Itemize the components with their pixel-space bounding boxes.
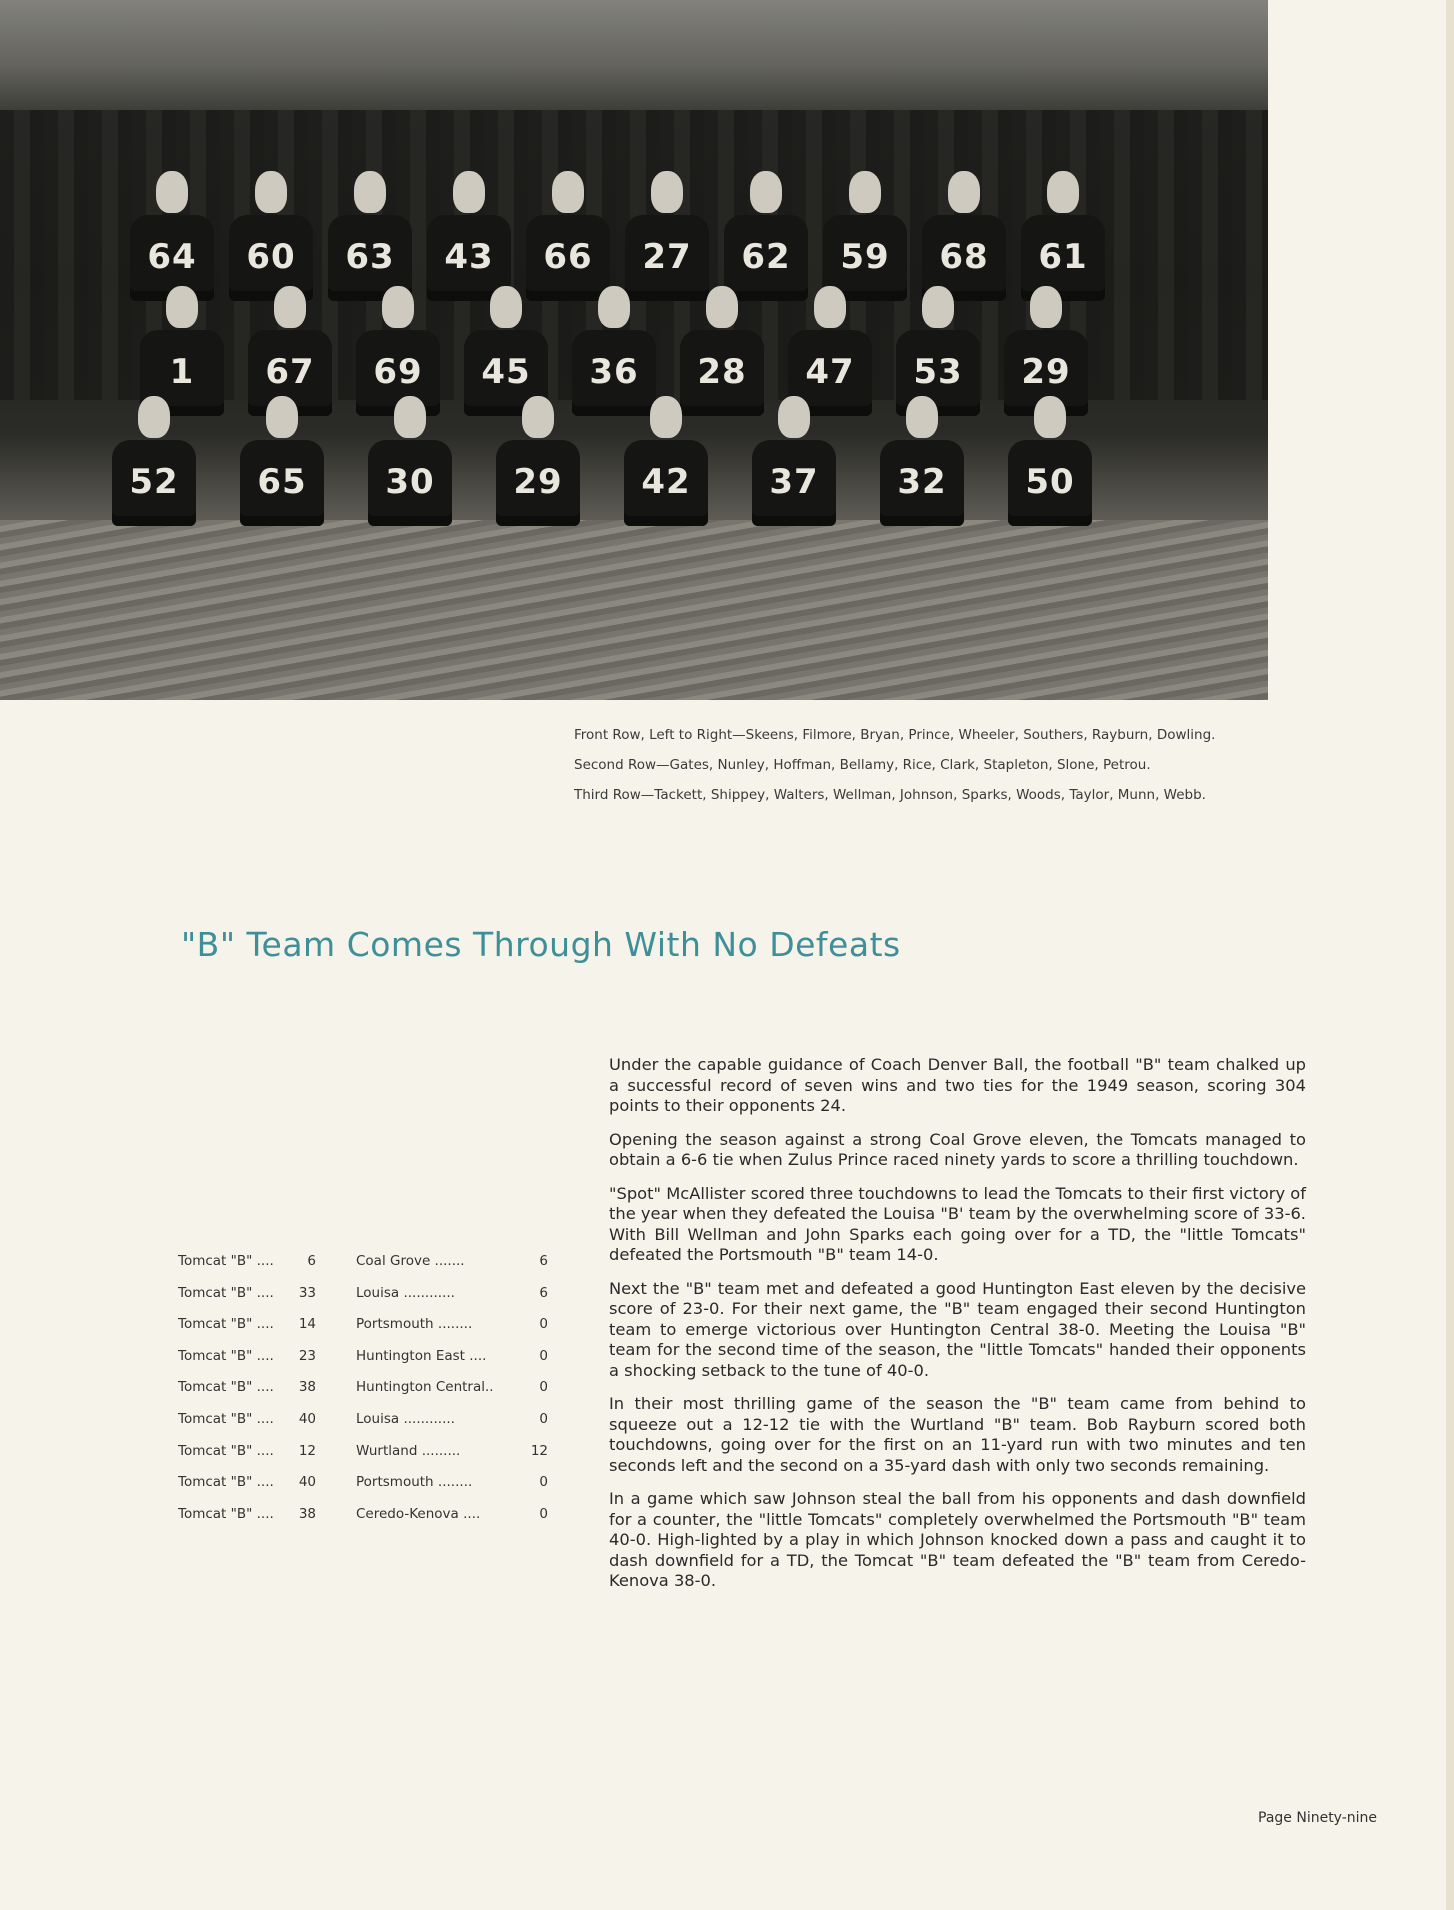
jersey-number: 32 xyxy=(897,462,947,502)
jersey-number: 45 xyxy=(481,352,531,392)
article-paragraph: Under the capable guidance of Coach Denver Ball, the football "B" team chalked up a successful record of seven wins and two ties for the 1949 season, scoring 304 points to their opponents 24. xyxy=(609,1055,1306,1115)
opponent-score: 0 xyxy=(539,1474,548,1491)
player-head xyxy=(650,396,682,438)
opponent-score: 0 xyxy=(539,1505,548,1522)
team-name: Tomcat "B" .... xyxy=(178,1505,274,1522)
player-head xyxy=(490,286,522,328)
jersey-number: 52 xyxy=(129,462,179,502)
opponent-name: Portsmouth ........ xyxy=(356,1474,473,1491)
jersey-number: 1 xyxy=(169,352,195,392)
caption-second-row: Second Row—Gates, Nunley, Hoffman, Bellamy, Rice, Clark, Stapleton, Slone, Petrou. xyxy=(574,757,1151,773)
page-number: Page Ninety-nine xyxy=(1258,1810,1378,1826)
player-jersey xyxy=(1008,440,1092,526)
opponent-score: 0 xyxy=(539,1410,548,1427)
article-paragraph: Next the "B" team met and defeated a good Huntington East eleven by the decisive score of 23-0. For their next game, the "B" team engaged their second Huntington team to emerge victorious over Huntington Central 38-0. Meeting the Louisa "B" team for the second time of the season, the "little Tomcats" handed their opponents a shocking setback to the tune of 40-0. xyxy=(609,1278,1306,1380)
jersey-number: 69 xyxy=(373,352,423,392)
team-name: Tomcat "B" .... xyxy=(178,1316,274,1333)
opponent-name: Coal Grove ....... xyxy=(356,1253,465,1269)
player-head xyxy=(166,286,198,328)
jersey-number: 63 xyxy=(345,237,395,277)
score-row xyxy=(178,1443,564,1475)
opponent-score: 6 xyxy=(539,1284,548,1301)
player-head xyxy=(274,286,306,328)
player-jersey xyxy=(368,440,452,526)
player-head xyxy=(814,286,846,328)
jersey-number: 64 xyxy=(147,237,197,277)
photo-grass xyxy=(0,520,1268,700)
jersey-number: 62 xyxy=(741,237,791,277)
caption-front-row: Front Row, Left to Right—Skeens, Filmore, Bryan, Prince, Wheeler, Southers, Rayburn, Dowling. xyxy=(574,727,1216,743)
opponent-score: 0 xyxy=(539,1347,548,1364)
player-head xyxy=(1047,171,1079,213)
player-head xyxy=(948,171,980,213)
player-head xyxy=(750,171,782,213)
player-head xyxy=(706,286,738,328)
opponent-name: Wurtland ......... xyxy=(356,1442,461,1459)
player-jersey xyxy=(752,440,836,526)
player-jersey xyxy=(880,440,964,526)
article-body xyxy=(609,1055,1306,1605)
team-score: 38 xyxy=(298,1505,316,1522)
player-jersey xyxy=(1021,215,1105,301)
player-jersey xyxy=(526,215,610,301)
jersey-number: 53 xyxy=(913,352,963,392)
team-score: 14 xyxy=(298,1316,316,1333)
player-head xyxy=(1030,286,1062,328)
team-photo xyxy=(0,0,1268,700)
jersey-number: 59 xyxy=(840,237,890,277)
opponent-score: 0 xyxy=(539,1316,548,1333)
team-name: Tomcat "B" .... xyxy=(178,1379,274,1396)
team-name: Tomcat "B" .... xyxy=(178,1474,274,1491)
jersey-number: 43 xyxy=(444,237,494,277)
team-name: Tomcat "B" .... xyxy=(178,1410,274,1427)
jersey-number: 66 xyxy=(543,237,593,277)
score-row xyxy=(178,1316,564,1348)
opponent-name: Louisa ............ xyxy=(356,1410,455,1427)
player-head xyxy=(382,286,414,328)
jersey-number: 37 xyxy=(769,462,819,502)
player-jersey xyxy=(572,330,656,416)
jersey-number: 60 xyxy=(246,237,296,277)
jersey-number: 50 xyxy=(1025,462,1075,502)
player-jersey xyxy=(624,440,708,526)
player-head xyxy=(138,396,170,438)
player-head xyxy=(394,396,426,438)
opponent-score: 6 xyxy=(539,1253,548,1269)
player-jersey xyxy=(112,440,196,526)
player-head xyxy=(156,171,188,213)
jersey-number: 67 xyxy=(265,352,315,392)
player-head xyxy=(598,286,630,328)
player-head xyxy=(453,171,485,213)
opponent-name: Portsmouth ........ xyxy=(356,1316,473,1333)
photo-caption xyxy=(574,725,1274,815)
photo-sky xyxy=(0,0,1268,110)
team-score: 6 xyxy=(307,1253,316,1269)
jersey-number: 27 xyxy=(642,237,692,277)
opponent-name: Huntington Central.. xyxy=(356,1379,494,1396)
opponent-name: Louisa ............ xyxy=(356,1284,455,1301)
score-row xyxy=(178,1506,564,1538)
team-score: 33 xyxy=(298,1284,316,1301)
team-score: 23 xyxy=(298,1347,316,1364)
article-paragraph: In their most thrilling game of the season the "B" team came from behind to squeeze out a 12-12 tie with the Wurtland "B" team. Bob Rayburn scored both touchdowns, going over for the first on an 11-yard run with two minutes and ten seconds left and the second on a 35-yard dash with only two seconds remaining. xyxy=(609,1394,1306,1475)
jersey-number: 61 xyxy=(1038,237,1088,277)
player-head xyxy=(354,171,386,213)
jersey-number: 47 xyxy=(805,352,855,392)
player-head xyxy=(778,396,810,438)
score-row xyxy=(178,1379,564,1411)
player-head xyxy=(1034,396,1066,438)
jersey-number: 68 xyxy=(939,237,989,277)
team-score: 12 xyxy=(298,1442,316,1459)
score-row xyxy=(178,1411,564,1443)
jersey-number: 29 xyxy=(1021,352,1071,392)
caption-third-row: Third Row—Tackett, Shippey, Walters, Wellman, Johnson, Sparks, Woods, Taylor, Munn, Webb. xyxy=(574,787,1206,803)
player-jersey xyxy=(724,215,808,301)
jersey-number: 42 xyxy=(641,462,691,502)
opponent-score: 12 xyxy=(530,1442,548,1459)
season-scores xyxy=(178,1253,564,1537)
player-jersey xyxy=(625,215,709,301)
score-row xyxy=(178,1474,564,1506)
player-head xyxy=(906,396,938,438)
player-head xyxy=(255,171,287,213)
opponent-score: 0 xyxy=(539,1379,548,1396)
player-head xyxy=(552,171,584,213)
player-head xyxy=(266,396,298,438)
score-row xyxy=(178,1348,564,1380)
article-paragraph: "Spot" McAllister scored three touchdowns to lead the Tomcats to their first victory of the year when they defeated the Louisa "B' team by the overwhelming score of 33-6. With Bill Wellman and John Sparks each going over for a TD, the "little Tomcats" defeated the Portsmouth "B" team 14-0. xyxy=(609,1183,1306,1264)
article-headline: "B" Team Comes Through With No Defeats xyxy=(181,925,901,964)
team-name: Tomcat "B" .... xyxy=(178,1442,274,1459)
opponent-name: Huntington East .... xyxy=(356,1347,487,1364)
jersey-number: 29 xyxy=(513,462,563,502)
opponent-name: Ceredo-Kenova .... xyxy=(356,1505,481,1522)
player-jersey xyxy=(229,215,313,301)
player-jersey xyxy=(680,330,764,416)
player-jersey xyxy=(496,440,580,526)
player-head xyxy=(922,286,954,328)
player-head xyxy=(651,171,683,213)
jersey-number: 28 xyxy=(697,352,747,392)
jersey-number: 36 xyxy=(589,352,639,392)
team-score: 40 xyxy=(298,1474,316,1491)
team-score: 38 xyxy=(298,1379,316,1396)
score-row xyxy=(178,1253,564,1285)
page-edge xyxy=(1446,0,1454,1910)
player-head xyxy=(522,396,554,438)
jersey-number: 30 xyxy=(385,462,435,502)
player-head xyxy=(849,171,881,213)
article-paragraph: Opening the season against a strong Coal Grove eleven, the Tomcats managed to obtain a 6-6 tie when Zulus Prince raced ninety yards to score a thrilling touchdown. xyxy=(609,1129,1306,1169)
jersey-number: 65 xyxy=(257,462,307,502)
team-name: Tomcat "B" .... xyxy=(178,1347,274,1364)
player-jersey xyxy=(240,440,324,526)
team-name: Tomcat "B" .... xyxy=(178,1253,274,1269)
team-name: Tomcat "B" .... xyxy=(178,1284,274,1301)
team-score: 40 xyxy=(298,1410,316,1427)
article-paragraph: In a game which saw Johnson steal the ball from his opponents and dash downfield for a counter, the "little Tomcats" completely overwhelmed the Portsmouth "B" team 40-0. High-lighted by a play in which Johnson knocked down a pass and caught it to dash downfield for a TD, the Tomcat "B" team defeated the "B" team from Ceredo-Kenova 38-0. xyxy=(609,1489,1306,1590)
score-row xyxy=(178,1285,564,1317)
